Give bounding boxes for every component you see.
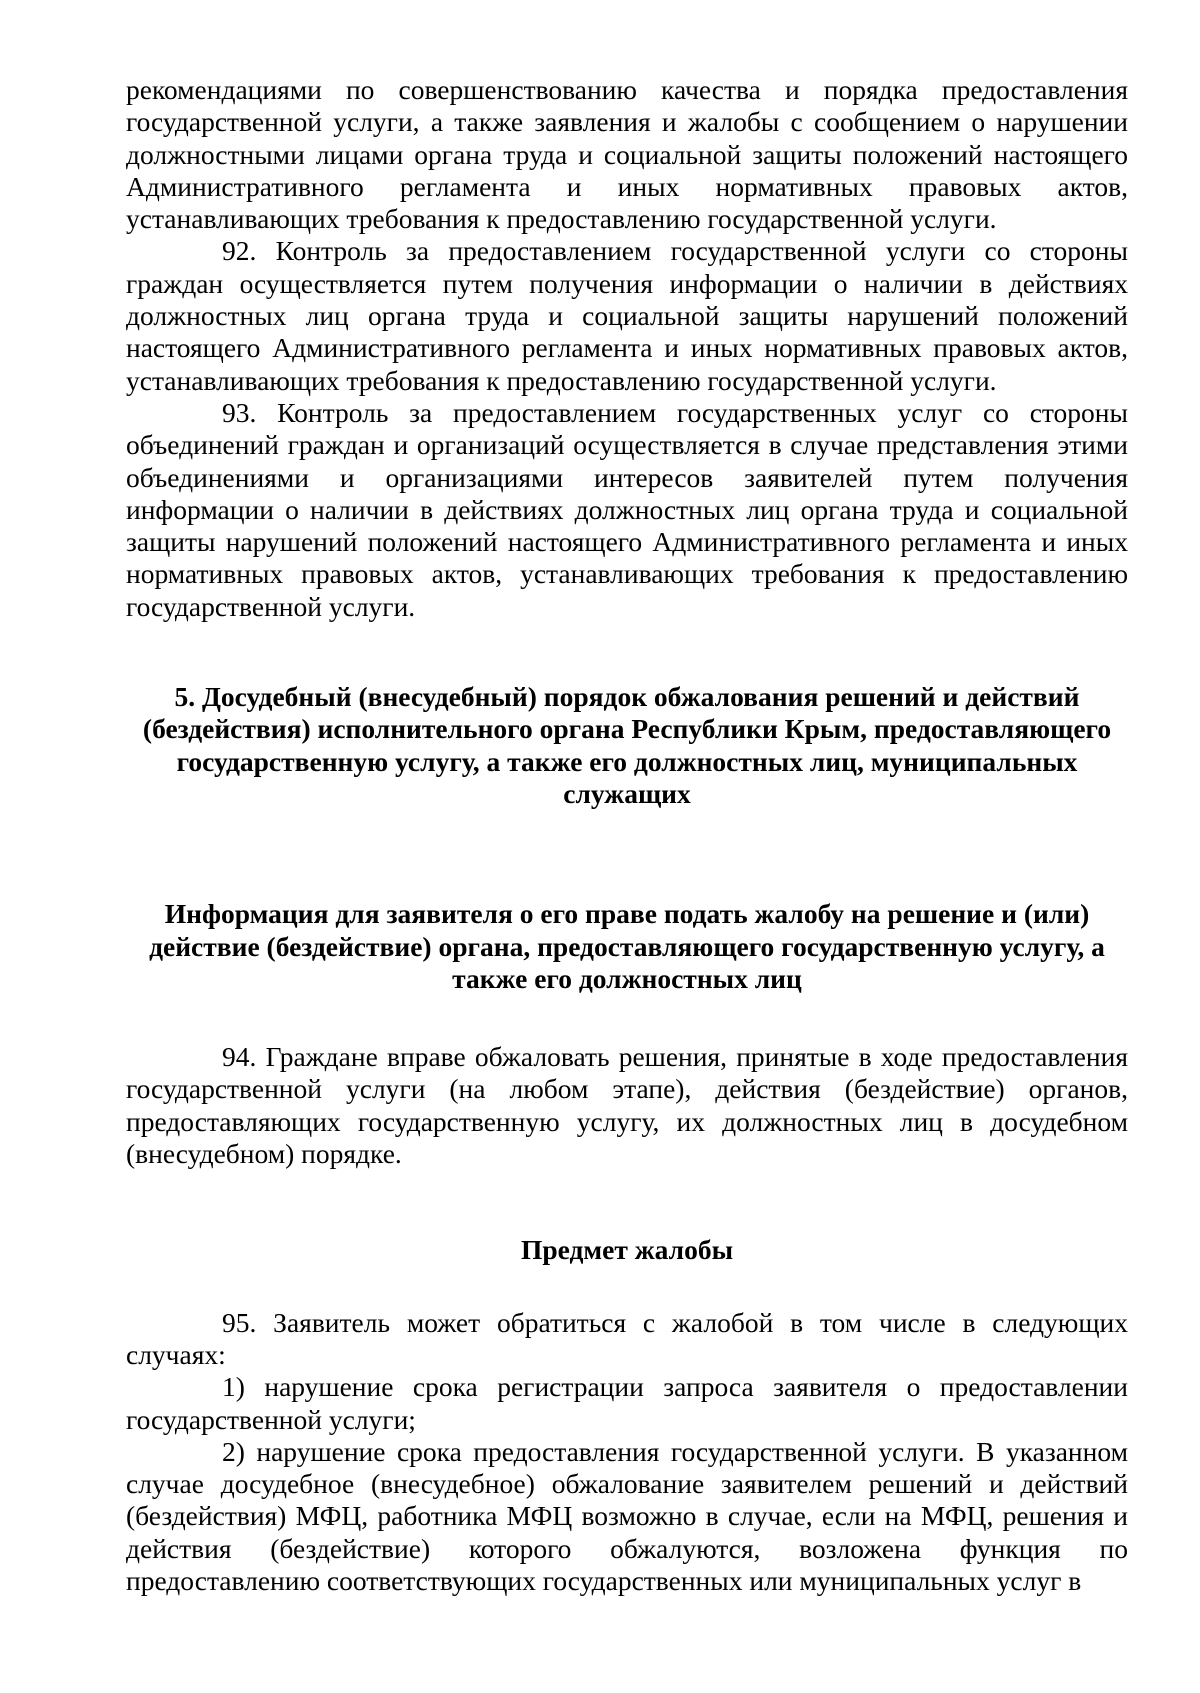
- document-page: [126, 74, 1128, 1597]
- paragraph-95: 95. Заявитель может обратиться с жалобой в том числе в следующих случаях:: [126, 1306, 1128, 1370]
- list-item-2: 2) нарушение срока предоставления государственной услуги. В указанном случае досудебное (внесудебное) обжалование заявителем решений и действий (бездействия) МФЦ, работника МФЦ возможно в случае, если на МФЦ, решения и действия (бездействие) которого обжалуются, возложена функция по предоставлению соответствующих государственных или муниципальных услуг в: [126, 1435, 1128, 1596]
- section-heading: 5. Досудебный (внесудебный) порядок обжалования решений и действий (бездействия) исполнительного органа Республики Крым, предоставляющего государственную услугу, а также его должностных лиц, муниципальных служащих: [142, 681, 1112, 809]
- spacer: [126, 1267, 1128, 1307]
- paragraph-93: 93. Контроль за предоставлением государственных услуг со стороны объединений граждан и организаций осуществляется в случае представления этими объединениями и организациями интересов заявителей путем получения информации о наличии в действиях должностных лиц органа труда и социальной защиты нарушений положений настоящего Административного регламента и иных нормативных правовых актов, устанавливающих требования к предоставлению государственной услуги.: [126, 396, 1128, 622]
- subheading-info: Информация для заявителя о его праве подать жалобу на решение и (или) действие (бездействие) органа, предоставляющего государственную услугу, а также его должностных лиц: [149, 898, 1105, 994]
- spacer: [126, 1170, 1128, 1234]
- spacer: [126, 995, 1128, 1041]
- subheading-subject: Предмет жалобы: [520, 1234, 734, 1266]
- paragraph-94: 94. Граждане вправе обжаловать решения, принятые в ходе предоставления государственной услуги (на любом этапе), действия (бездействие) органов, предоставляющих государственную услугу, их должностных лиц в досудебном (внесудебном) порядке.: [126, 1041, 1128, 1170]
- paragraph-continuation: рекомендациями по совершенствованию качества и порядка предоставления государственной услуги, а также заявления и жалобы с сообщением о нарушении должностными лицами органа труда и социальной защиты положений настоящего Административного регламента и иных нормативных правовых актов, устанавливающих требования к предоставлению государственной услуги.: [126, 74, 1128, 235]
- spacer: [126, 623, 1128, 681]
- spacer: [126, 810, 1128, 898]
- paragraph-92: 92. Контроль за предоставлением государственной услуги со стороны граждан осуществляется путем получения информации о наличии в действиях должностных лиц органа труда и социальной защиты нарушений положений настоящего Административного регламента и иных нормативных правовых актов, устанавливающих требования к предоставлению государственной услуги.: [126, 235, 1128, 396]
- list-item-1: 1) нарушение срока регистрации запроса заявителя о предоставлении государственной услуги;: [126, 1371, 1128, 1435]
